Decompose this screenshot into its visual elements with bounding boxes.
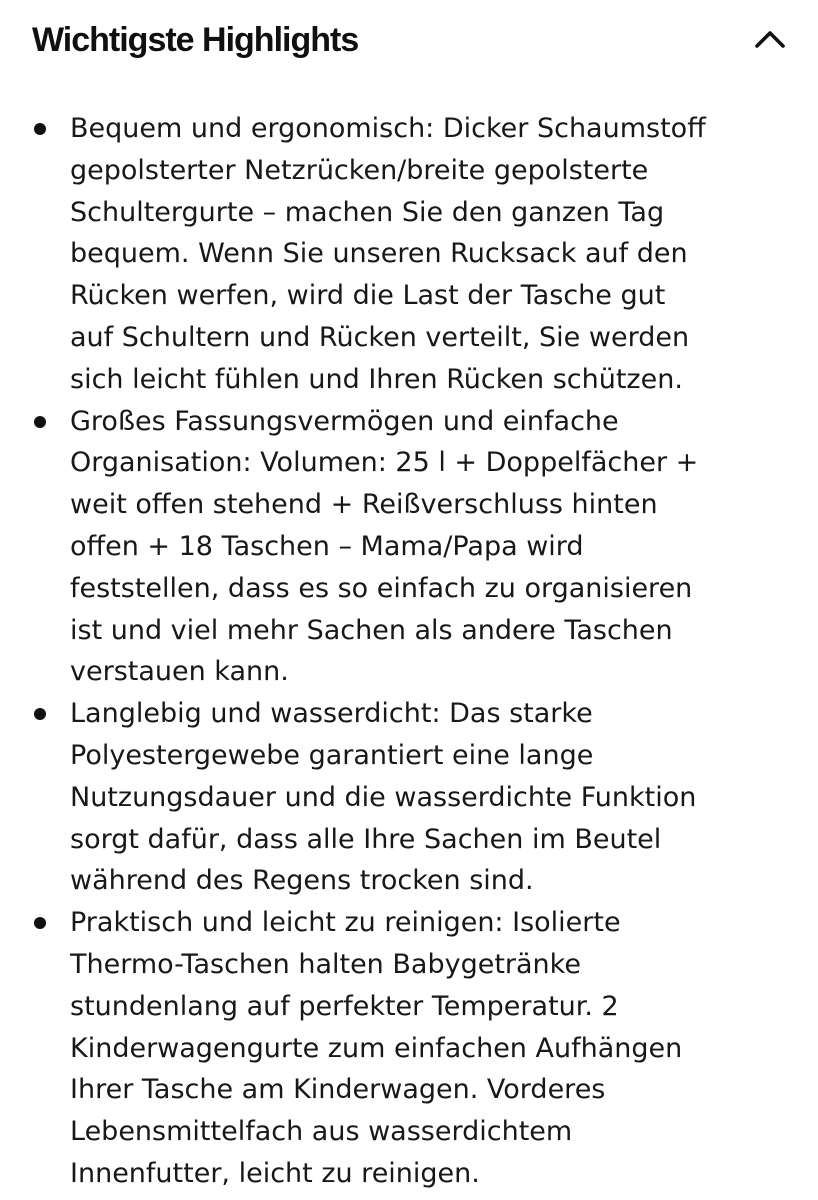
highlights-header[interactable] [0, 0, 818, 80]
highlight-line: Organisation: Volumen: 25 l + Doppelfächer + [70, 447, 699, 479]
highlights-list [0, 108, 818, 1195]
highlight-line: Bequem und ergonomisch: Dicker Schaumstoff [70, 113, 706, 144]
highlight-line: sich leicht fühlen und Ihren Rücken schützen. [70, 363, 683, 395]
highlight-line: Rücken werfen, wird die Last der Tasche gut [70, 280, 666, 312]
bullet-dot [34, 123, 46, 135]
highlight-item [0, 693, 818, 902]
highlight-line: Praktisch und leicht zu reinigen: Isolierte [70, 907, 621, 939]
highlight-line: gepolsterter Netzrücken/breite gepolsterte [70, 154, 649, 186]
highlight-line: Nutzungsdauer und die wasserdichte Funktion [70, 781, 697, 813]
bullet-dot [34, 917, 46, 929]
highlight-item [0, 108, 818, 401]
section-title: Wichtigste Highlights [32, 21, 359, 59]
highlight-line: Ihrer Tasche am Kinderwagen. Vorderes [70, 1074, 606, 1106]
highlight-line: Großes Fassungsvermögen und einfache [70, 405, 619, 437]
highlight-line: Lebensmittelfach aus wasserdichtem [70, 1116, 573, 1148]
highlight-line: offen + 18 Taschen – Mama/Papa wird [70, 530, 584, 562]
bullet-dot [34, 708, 46, 720]
highlight-line: bequem. Wenn Sie unseren Rucksack auf den [70, 238, 688, 270]
highlight-line: Innenfutter, leicht zu reinigen. [70, 1157, 480, 1189]
highlight-line: sorgt dafür, dass alle Ihre Sachen im Beutel [70, 823, 662, 855]
highlight-line: auf Schultern und Rücken verteilt, Sie werden [70, 321, 690, 353]
highlight-line: verstauen kann. [70, 656, 289, 688]
chevron-up-icon [754, 29, 786, 49]
collapse-toggle-button[interactable] [742, 14, 798, 64]
highlight-line: stundenlang auf perfekter Temperatur. 2 [70, 990, 619, 1022]
highlight-line: feststellen, dass es so einfach zu organisieren [70, 572, 693, 604]
highlight-line: ist und viel mehr Sachen als andere Taschen [70, 614, 673, 646]
highlight-item [0, 401, 818, 694]
bullet-dot [34, 416, 46, 428]
highlight-line: Thermo-Taschen halten Babygetränke [70, 948, 581, 980]
highlight-line: Polyestergewebe garantiert eine lange [70, 739, 594, 771]
highlight-line: während des Regens trocken sind. [70, 865, 534, 897]
highlight-line: Schultergurte – machen Sie den ganzen Tag [70, 196, 665, 228]
highlight-line: Kinderwagengurte zum einfachen Aufhängen [70, 1032, 683, 1064]
highlight-line: Langlebig und wasserdicht: Das starke [70, 698, 593, 730]
highlight-line: weit offen stehend + Reißverschluss hinten [70, 489, 658, 521]
highlight-item [0, 902, 818, 1195]
